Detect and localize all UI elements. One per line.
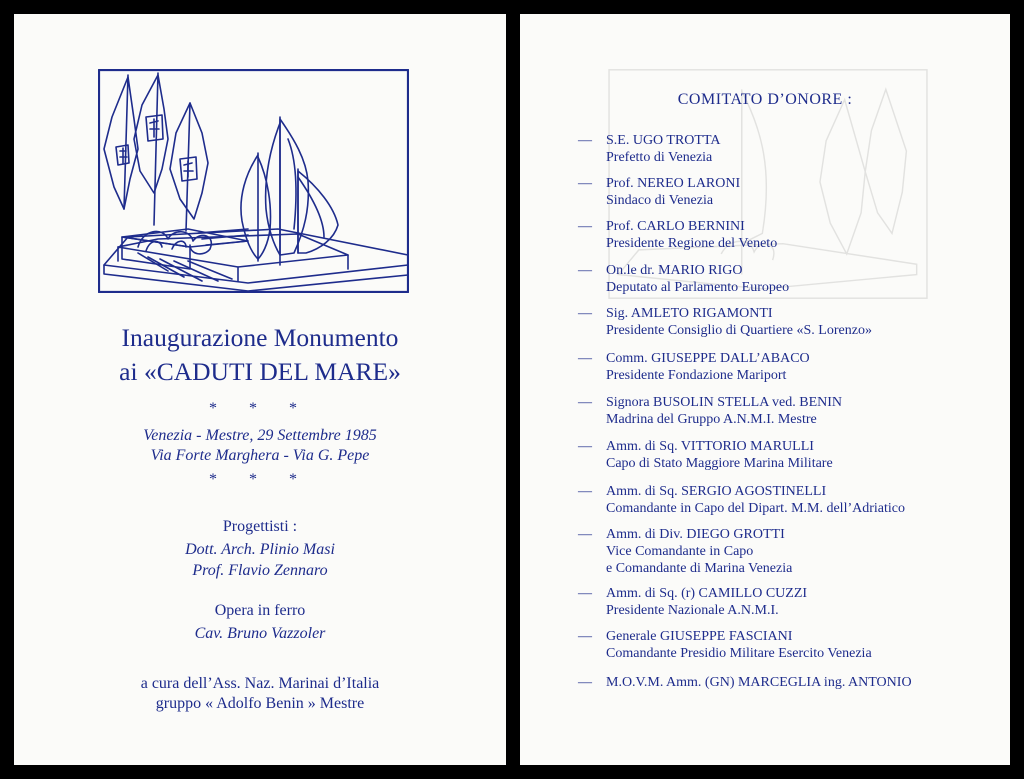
- stars-divider-top: * * *: [209, 400, 311, 417]
- member-name: Prof. CARLO BERNINI: [606, 219, 745, 234]
- entry-dash: —: [578, 586, 592, 601]
- member-name: Amm. di Sq. (r) CAMILLO CUZZI: [606, 586, 808, 601]
- progettista-name: Prof. Flavio Zennaro: [192, 562, 328, 579]
- entry-dash: —: [578, 395, 592, 410]
- entry-dash: —: [578, 484, 592, 499]
- member-role: Comandante Presidio Militare Esercito Venezia: [606, 646, 872, 661]
- member-role: Sindaco di Venezia: [606, 193, 714, 208]
- left-page: [14, 14, 506, 765]
- right-page: [520, 14, 1010, 765]
- event-address-line: Via Forte Marghera - Via G. Pepe: [150, 447, 370, 464]
- comitato-heading: COMITATO D’ONORE :: [677, 91, 853, 108]
- entry-dash: —: [578, 675, 592, 690]
- member-name: Prof. NEREO LARONI: [606, 176, 741, 191]
- member-role-continued: e Comandante di Marina Venezia: [606, 561, 793, 576]
- entry-dash: —: [578, 351, 592, 366]
- event-date-line: Venezia - Mestre, 29 Settembre 1985: [143, 427, 377, 444]
- entry-dash: —: [578, 176, 592, 191]
- member-role: Vice Comandante in Capo: [606, 544, 754, 559]
- curated-by-line2: gruppo « Adolfo Benin » Mestre: [155, 695, 365, 712]
- entry-dash: —: [578, 306, 592, 321]
- entry-dash: —: [578, 263, 592, 278]
- entry-dash: —: [578, 527, 592, 542]
- progettista-name: Dott. Arch. Plinio Masi: [185, 541, 335, 558]
- entry-dash: —: [578, 133, 592, 148]
- member-role: Presidente Consiglio di Quartiere «S. Lorenzo»: [606, 323, 872, 338]
- member-name: Generale GIUSEPPE FASCIANI: [606, 629, 793, 644]
- member-role: Comandante in Capo del Dipart. M.M. dell’Adriatico: [606, 501, 905, 516]
- opera-author: Cav. Bruno Vazzoler: [194, 625, 326, 642]
- member-role: Deputato al Parlamento Europeo: [606, 280, 790, 295]
- member-name: S.E. UGO TROTTA: [606, 133, 721, 148]
- member-name: Amm. di Sq. VITTORIO MARULLI: [606, 439, 814, 454]
- member-name: On.le dr. MARIO RIGO: [606, 263, 743, 278]
- member-role: Capo di Stato Maggiore Marina Militare: [606, 456, 833, 471]
- member-name: Amm. di Div. DIEGO GROTTI: [606, 527, 785, 542]
- entry-dash: —: [578, 629, 592, 644]
- entry-dash: —: [578, 439, 592, 454]
- curated-by-line1: a cura dell’Ass. Naz. Marinai d’Italia: [140, 675, 380, 692]
- member-name: Comm. GIUSEPPE DALL’ABACO: [606, 351, 810, 366]
- member-name: Signora BUSOLIN STELLA ved. BENIN: [606, 395, 843, 410]
- member-role: Presidente Fondazione Mariport: [606, 368, 787, 383]
- member-role: Presidente Regione del Veneto: [606, 236, 778, 251]
- entry-dash: —: [578, 219, 592, 234]
- member-name: Sig. AMLETO RIGAMONTI: [606, 306, 773, 321]
- monument-flags-sails-illustration: [98, 69, 409, 293]
- member-role: Prefetto di Venezia: [606, 150, 713, 165]
- stars-divider-bottom: * * *: [209, 471, 311, 488]
- member-name: M.O.V.M. Amm. (GN) MARCEGLIA ing. ANTONIO: [606, 675, 912, 690]
- monument-title-line1: Inaugurazione Monumento: [121, 323, 399, 352]
- member-role: Madrina del Gruppo A.N.M.I. Mestre: [606, 412, 817, 427]
- opera-heading: Opera in ferro: [214, 602, 306, 619]
- member-role: Presidente Nazionale A.N.M.I.: [606, 603, 779, 618]
- progettisti-heading: Progettisti :: [222, 518, 298, 535]
- member-name: Amm. di Sq. SERGIO AGOSTINELLI: [606, 484, 827, 499]
- monument-title-line2: ai «CADUTI DEL MARE»: [119, 357, 401, 386]
